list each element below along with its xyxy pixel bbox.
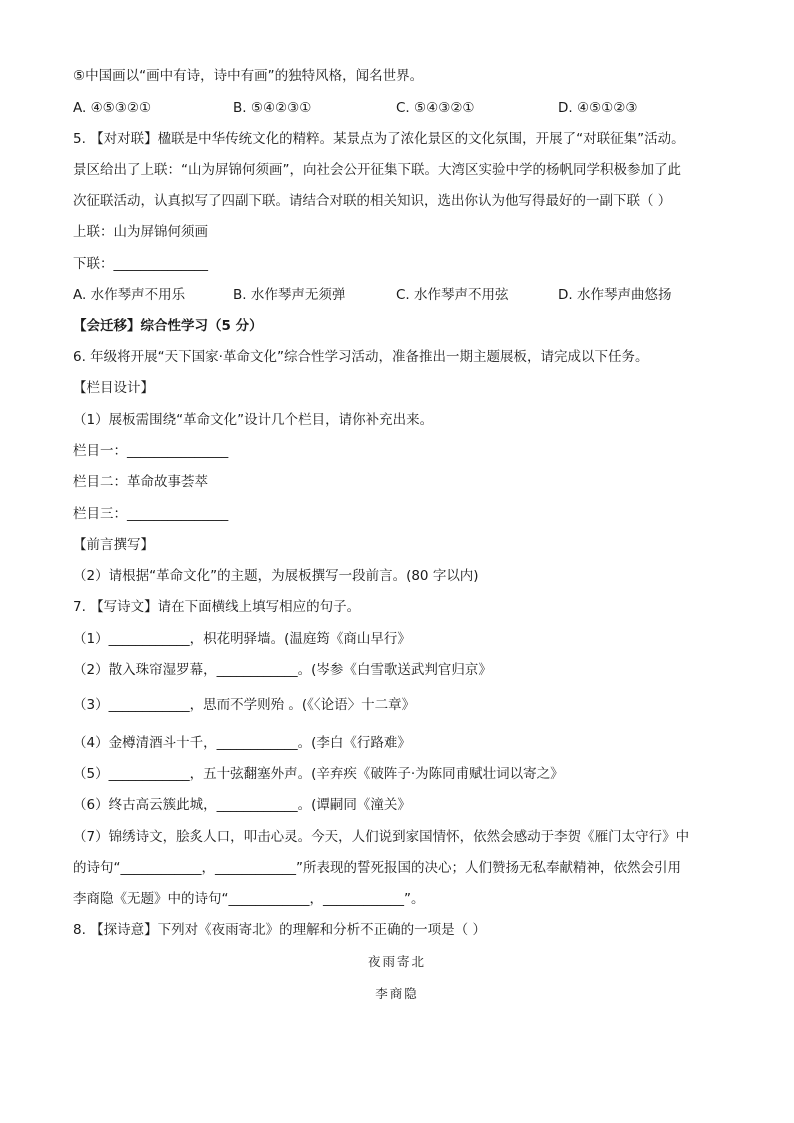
question-7-item7-line3[interactable]: 李商隐《无题》中的诗句“____________，____________”。 (73, 891, 425, 907)
question-4-item5: ⑤中国画以“画中有诗，诗中有画”的独特风格，闻名世界。 (73, 68, 424, 84)
question-5-option-d[interactable]: D. 水作琴声曲悠扬 (558, 287, 672, 303)
question-6-preface-title: 【前言撰写】 (73, 537, 154, 553)
question-7-item6[interactable]: （6）终古高云簇此城，____________。(谭嗣同《潼关》 (73, 797, 411, 813)
question-6-intro: 6. 年级将开展“天下国家·革命文化”综合性学习活动，准备推出一期主题展板，请完成以下任务。 (73, 349, 649, 365)
question-6-column3[interactable]: 栏目三：_______________ (73, 506, 229, 522)
question-4-option-a[interactable]: A. ④⑤③②① (73, 100, 152, 116)
question-7-intro: 7. 【写诗文】请在下面横线上填写相应的句子。 (73, 599, 361, 615)
question-6-column2: 栏目二：革命故事荟萃 (73, 474, 208, 490)
question-4-option-c[interactable]: C. ⑤④③②① (396, 100, 475, 116)
question-6-task1: （1）展板需围绕“革命文化”设计几个栏目，请你补充出来。 (73, 412, 434, 428)
question-5-option-a[interactable]: A. 水作琴声不用乐 (73, 287, 186, 303)
question-5-line2: 景区给出了上联：“山为屏锦何须画”，向社会公开征集下联。大湾区实验中学的杨帆同学积极参加了此 (73, 162, 681, 178)
poem-title: 夜雨寄北 (367, 954, 426, 969)
question-4-option-b[interactable]: B. ⑤④②③① (233, 100, 312, 116)
question-7-item1[interactable]: （1）____________，枳花明驿墙。(温庭筠《商山早行》 (73, 631, 411, 647)
question-7-item4[interactable]: （4）金樽清酒斗十千，____________。(李白《行路难》 (73, 735, 411, 751)
question-6-design-title: 【栏目设计】 (73, 380, 154, 396)
question-7-item3[interactable]: （3）____________，思而不学则殆 。(《〈论语〉十二章》 (73, 697, 416, 713)
question-7-item7-line2[interactable]: 的诗句“____________，____________”所表现的誓死报国的决心；人们赞扬无私奉献精神，依然会引用 (73, 860, 681, 876)
question-6-task2: （2）请根据“革命文化”的主题，为展板撰写一段前言。(80 字以内) (73, 568, 479, 584)
question-8-intro: 8. 【探诗意】下列对《夜雨寄北》的理解和分析不正确的一项是（ ） (73, 922, 486, 938)
question-5-line3: 次征联活动，认真拟写了四副下联。请结合对联的相关知识，选出你认为他写得最好的一副下联（ ） (73, 193, 672, 209)
poem-author: 李商隐 (375, 986, 419, 1001)
section-heading: 【会迁移】综合性学习（5 分） (73, 318, 263, 334)
question-7-item2[interactable]: （2）散入珠帘湿罗幕，____________。(岑参《白雪歌送武判官归京》 (73, 662, 492, 678)
question-4-option-d[interactable]: D. ④⑤①②③ (558, 100, 638, 116)
question-5-option-b[interactable]: B. 水作琴声无须弹 (233, 287, 346, 303)
question-7-item5[interactable]: （5）____________，五十弦翻塞外声。(辛弃疾《破阵子·为陈同甫赋壮词以寄之》 (73, 766, 564, 782)
question-5-lower-couplet: 下联：______________ (73, 256, 208, 272)
question-6-column1[interactable]: 栏目一：_______________ (73, 443, 229, 459)
question-7-item7-line1: （7）锦绣诗文，脍炙人口，叩击心灵。今天，人们说到家国情怀，依然会感动于李贺《雁门太守行》中 (73, 829, 690, 845)
question-5-line1: 5. 【对对联】楹联是中华传统文化的精粹。某景点为了浓化景区的文化氛围，开展了“对联征集”活动。 (73, 131, 685, 147)
question-5-option-c[interactable]: C. 水作琴声不用弦 (396, 287, 509, 303)
question-5-upper-couplet: 上联：山为屏锦何须画 (73, 224, 208, 240)
